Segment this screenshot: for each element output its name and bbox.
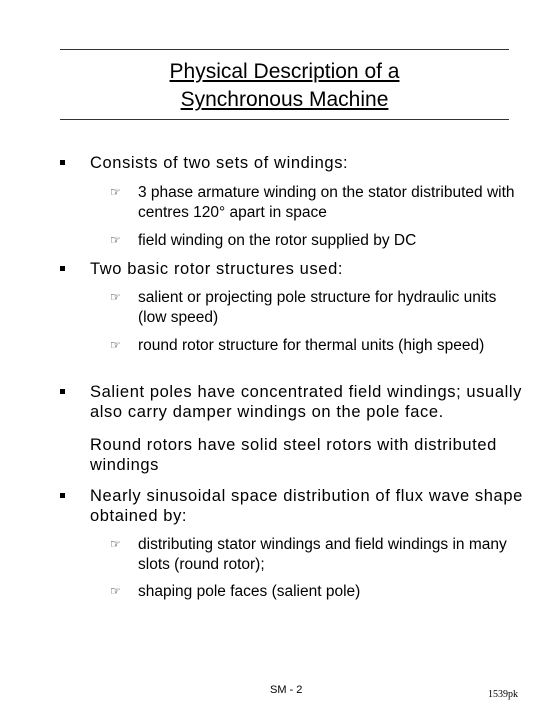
sub-bullet-text: round rotor structure for thermal units (high speed) bbox=[138, 337, 485, 354]
sub-bullet-text: distributing stator windings and field windings in many slots (round rotor); bbox=[138, 536, 507, 573]
sub-bullet-text: field winding on the rotor supplied by DC bbox=[138, 232, 417, 249]
bullet-continuation-text: Round rotors have solid steel rotors with distributed windings bbox=[90, 436, 497, 474]
top-rule bbox=[60, 49, 509, 50]
page-number: SM - 2 bbox=[270, 684, 303, 696]
title-line-1: Physical Description of a bbox=[169, 60, 400, 83]
page-title bbox=[60, 58, 509, 114]
title-line-2: Synchronous Machine bbox=[180, 88, 389, 111]
bullet-text: Consists of two sets of windings: bbox=[90, 154, 349, 172]
square-bullet-icon bbox=[60, 493, 65, 498]
pointing-hand-icon: ☞ bbox=[110, 537, 121, 551]
sub-bullet-text: shaping pole faces (salient pole) bbox=[138, 583, 361, 600]
square-bullet-icon bbox=[60, 389, 65, 394]
bottom-rule bbox=[60, 119, 509, 120]
sub-bullet-text: 3 phase armature winding on the stator distributed with centres 120° apart in space bbox=[138, 184, 515, 221]
slide-code: 1539pk bbox=[488, 689, 518, 700]
pointing-hand-icon: ☞ bbox=[110, 338, 121, 352]
square-bullet-icon bbox=[60, 266, 65, 271]
bullet-text: Salient poles have concentrated field windings; usually also carry damper windings on the pole face. bbox=[90, 383, 522, 421]
sub-bullet-text: salient or projecting pole structure for hydraulic units (low speed) bbox=[138, 289, 497, 326]
pointing-hand-icon: ☞ bbox=[110, 185, 121, 199]
pointing-hand-icon: ☞ bbox=[110, 290, 121, 304]
bullet-text: Two basic rotor structures used: bbox=[90, 260, 344, 278]
bullet-text: Nearly sinusoidal space distribution of flux wave shape obtained by: bbox=[90, 487, 523, 525]
pointing-hand-icon: ☞ bbox=[110, 233, 121, 247]
square-bullet-icon bbox=[60, 160, 65, 165]
pointing-hand-icon: ☞ bbox=[110, 584, 121, 598]
